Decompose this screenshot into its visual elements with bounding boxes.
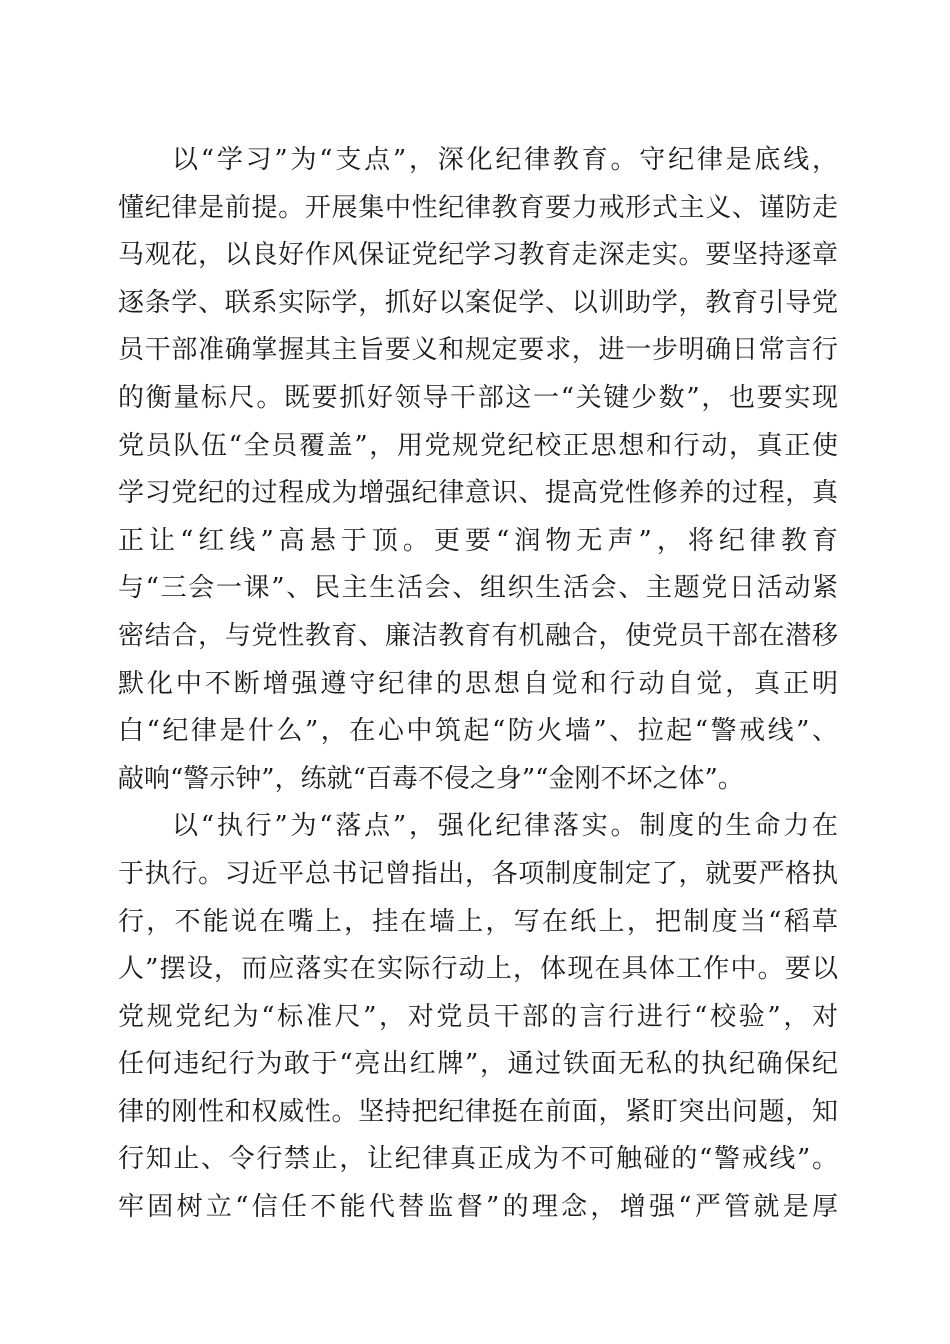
paragraph-discipline-implementation	[118, 803, 838, 1231]
text-line: 任何违纪行为敢于“亮出红牌”，通过铁面无私的执纪确保纪	[118, 1049, 838, 1080]
text-line: 律的刚性和权威性。坚持把纪律挺在前面，紧盯突出问题，知	[118, 1096, 838, 1127]
text-line: 懂纪律是前提。开展集中性纪律教育要力戒形式主义、谨防走	[118, 192, 838, 223]
text-line: 学习党纪的过程成为增强纪律意识、提高党性修养的过程，真	[118, 478, 838, 509]
text-line: 与“三会一课”、民主生活会、组织生活会、主题党日活动紧	[118, 573, 838, 604]
text-line: 正让“红线”高悬于顶。更要“润物无声”，将纪律教育	[118, 525, 838, 556]
body-text	[118, 137, 838, 1232]
text-line: 马观花，以良好作风保证党纪学习教育走深走实。要坚持逐章	[118, 240, 838, 271]
text-line: 以“学习”为“支点”，深化纪律教育。守纪律是底线，	[172, 145, 838, 175]
text-line: 逐条学、联系实际学，抓好以案促学、以训助学，教育引导党	[118, 287, 838, 318]
text-line: 默化中不断增强遵守纪律的思想自觉和行动自觉，真正明	[118, 668, 838, 699]
paragraph-discipline-education	[118, 137, 838, 803]
text-line: 密结合，与党性教育、廉洁教育有机融合，使党员干部在潜移	[118, 620, 838, 651]
text-line: 于执行。习近平总书记曾指出，各项制度制定了，就要严格执	[118, 858, 838, 889]
text-line: 的衡量标尺。既要抓好领导干部这一“关键少数”，也要实现	[118, 382, 838, 413]
text-line: 人”摆设，而应落实在实际行动上，体现在具体工作中。要以	[118, 954, 838, 985]
text-line: 党员队伍“全员覆盖”，用党规党纪校正思想和行动，真正使	[118, 430, 838, 461]
text-line: 党规党纪为“标准尺”，对党员干部的言行进行“校验”，对	[118, 1001, 838, 1032]
text-line: 行知止、令行禁止，让纪律真正成为不可触碰的“警戒线”。	[118, 1144, 838, 1175]
text-line: 敲响“警示钟”，练就“百毒不侵之身”“金刚不坏之体”。	[118, 763, 744, 794]
text-line: 行，不能说在嘴上，挂在墙上，写在纸上，把制度当“稻草	[118, 906, 838, 937]
text-line: 以“执行”为“落点”，强化纪律落实。制度的生命力在	[172, 811, 838, 842]
text-line: 牢固树立“信任不能代替监督”的理念，增强“严管就是厚	[118, 1192, 838, 1223]
text-line: 白“纪律是什么”，在心中筑起“防火墙”、拉起“警戒线”、	[118, 716, 838, 747]
text-line: 员干部准确掌握其主旨要义和规定要求，进一步明确日常言行	[118, 335, 838, 366]
